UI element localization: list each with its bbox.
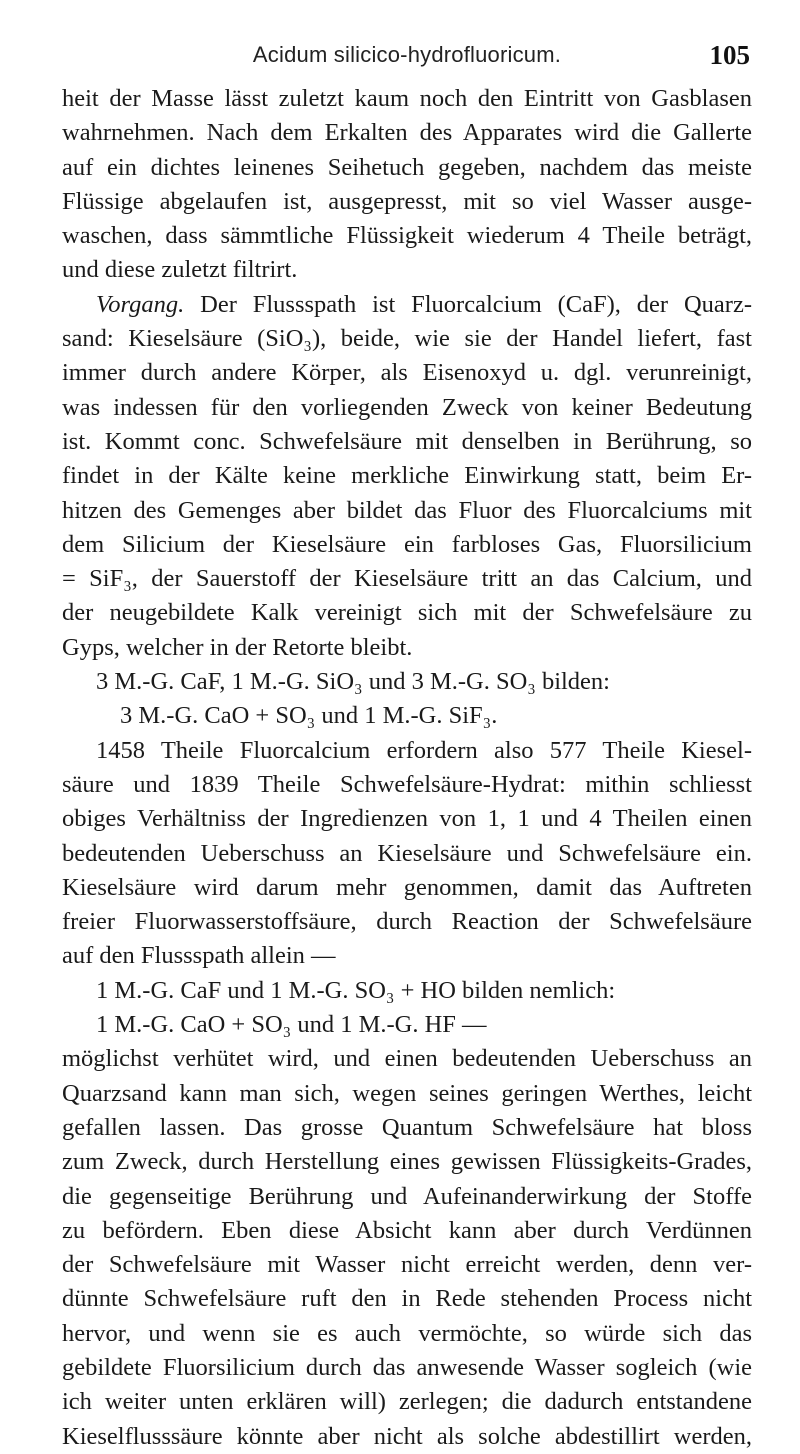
line-text: Der Flussspath ist Fluorcalcium (CaF), der Quarz- (200, 290, 752, 318)
line-text: auf den Flussspath allein — (62, 942, 336, 970)
line-text: = SiF₃, der Sauerstoff der Kieselsäure tritt an das Calcium, und (62, 565, 752, 593)
line-text: findet in der Kälte keine merkliche Einwirkung statt, beim Er- (62, 462, 752, 490)
text-line (62, 974, 752, 1008)
line-text: immer durch andere Körper, als Eisenoxyd u. dgl. verunreinigt, (62, 359, 752, 387)
line-text: heit der Masse lässt zuletzt kaum noch den Eintritt von Gasblasen (62, 85, 752, 112)
text-line (62, 391, 752, 425)
line-text: Quarzsand kann man sich, wegen seines geringen Werthes, leicht (62, 1079, 752, 1107)
text-line (62, 1282, 752, 1316)
text-line (62, 116, 752, 150)
text-line (62, 631, 752, 665)
text-line (62, 1420, 752, 1454)
text-line (62, 768, 752, 802)
line-text: wahrnehmen. Nach dem Erkalten des Apparates wird die Gallerte (62, 119, 752, 147)
text-line (62, 356, 752, 390)
line-text: auf ein dichtes leinenes Seihetuch gegeben, nachdem das meiste (62, 153, 752, 181)
text-line (62, 734, 752, 768)
text-line (62, 494, 752, 528)
page-number: 105 (709, 40, 750, 70)
text-line (62, 1385, 752, 1419)
line-text: was indessen für den vorliegenden Zweck von keiner Bedeutung (62, 393, 752, 421)
text-line (62, 802, 752, 836)
text-line (62, 253, 752, 287)
line-text: dem Silicium der Kieselsäure ein farbloses Gas, Fluorsilicium (62, 530, 752, 558)
text-line (62, 596, 752, 630)
line-text: 1458 Theile Fluorcalcium erfordern also 577 Theile Kiesel- (96, 736, 752, 764)
text-line (62, 528, 752, 562)
line-text: zum Zweck, durch Herstellung eines gewissen Flüssigkeits-Grades, (62, 1148, 752, 1176)
text-line (62, 1111, 752, 1145)
text-line (62, 322, 752, 356)
line-text: der Schwefelsäure mit Wasser nicht erreicht werden, denn ver- (62, 1251, 752, 1279)
text-line (62, 151, 752, 185)
text-line (62, 1145, 752, 1179)
line-text: freier Fluorwasserstoffsäure, durch Reaction der Schwefelsäure (62, 908, 752, 936)
line-text: zu befördern. Eben diese Absicht kann aber durch Verdünnen (62, 1216, 752, 1244)
line-text: ist. Kommt conc. Schwefelsäure mit denselben in Berührung, so (62, 427, 752, 455)
text-line (62, 1351, 752, 1385)
line-text: bedeutenden Ueberschuss an Kieselsäure und Schwefelsäure ein. (62, 839, 752, 867)
text-line (62, 905, 752, 939)
text-line (62, 425, 752, 459)
text-line (62, 185, 752, 219)
line-text: 3 M.-G. CaF, 1 M.-G. SiO₃ und 3 M.-G. SO₃ bilden: (96, 668, 610, 696)
line-text: sand: Kieselsäure (SiO₃), beide, wie sie der Handel liefert, fast (62, 325, 752, 353)
text-line (62, 1317, 752, 1351)
line-text: Kieselsäure wird darum mehr genommen, damit das Auftreten (62, 873, 752, 901)
line-text: Gyps, welcher in der Retorte bleibt. (62, 633, 413, 661)
running-header (62, 42, 752, 82)
line-text: und diese zuletzt filtrirt. (62, 256, 298, 284)
line-text: gefallen lassen. Das grosse Quantum Schwefelsäure hat bloss (62, 1113, 752, 1141)
text-line (62, 562, 752, 596)
text-line (62, 1077, 752, 1111)
line-text: möglichst verhütet wird, und einen bedeutenden Ueberschuss an (62, 1045, 752, 1073)
text-line (62, 837, 752, 871)
line-text: dünnte Schwefelsäure ruft den in Rede stehenden Process nicht (62, 1285, 752, 1313)
line-text: 3 M.-G. CaO + SO₃ und 1 M.-G. SiF₃. (120, 702, 498, 730)
line-text: 1 M.-G. CaO + SO₃ und 1 M.-G. HF — (96, 1011, 487, 1039)
text-line (62, 82, 752, 116)
line-text: der neugebildete Kalk vereinigt sich mit der Schwefelsäure zu (62, 599, 752, 627)
line-text: 1 M.-G. CaF und 1 M.-G. SO₃ + HO bilden nemlich: (96, 976, 616, 1004)
running-title: Acidum silicico-hydrofluoricum. (252, 42, 562, 67)
text-line (62, 1008, 752, 1042)
text-line (62, 219, 752, 253)
text-line (62, 939, 752, 973)
line-text: Flüssige abgelaufen ist, ausgepresst, mit so viel Wasser ausge- (62, 187, 752, 215)
text-line (62, 288, 752, 322)
line-text: Kieselflusssäure könnte aber nicht als solche abdestillirt werden, (62, 1422, 752, 1450)
text-line (62, 459, 752, 493)
text-line (62, 1180, 752, 1214)
text-line (62, 1214, 752, 1248)
line-text: obiges Verhältniss der Ingredienzen von 1, 1 und 4 Theilen einen (62, 805, 752, 833)
text-line (62, 1248, 752, 1282)
body-text (62, 82, 752, 1454)
line-text: säure und 1839 Theile Schwefelsäure-Hydrat: mithin schliesst (62, 770, 752, 798)
line-text: hitzen des Gemenges aber bildet das Fluor des Fluorcalciums mit (62, 496, 752, 524)
text-line (62, 1042, 752, 1076)
line-text: hervor, und wenn sie es auch vermöchte, so würde sich das (62, 1319, 752, 1347)
section-lead: Vorgang. (96, 290, 201, 318)
line-text: waschen, dass sämmtliche Flüssigkeit wiederum 4 Theile beträgt, (62, 222, 752, 250)
text-line (62, 871, 752, 905)
line-text: ich weiter unten erklären will) zerlegen; die dadurch entstandene (62, 1388, 752, 1416)
text-line (62, 699, 752, 733)
line-text: gebildete Fluorsilicium durch das anwesende Wasser sogleich (wie (62, 1353, 752, 1381)
text-line (62, 665, 752, 699)
line-text: die gegenseitige Berührung und Aufeinanderwirkung der Stoffe (62, 1182, 752, 1210)
